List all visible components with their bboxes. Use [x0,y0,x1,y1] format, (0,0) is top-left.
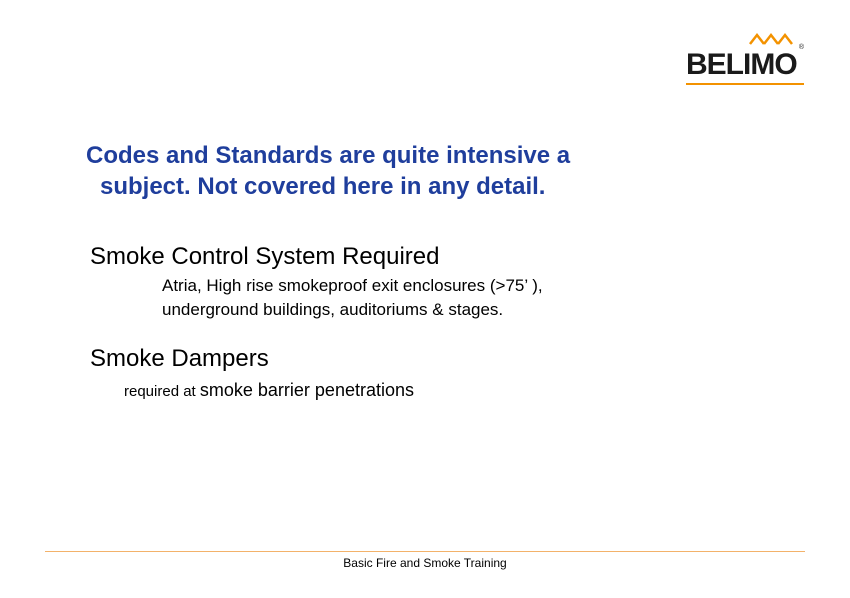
section-title-smoke-control: Smoke Control System Required [90,243,440,270]
footer-divider [45,551,805,552]
section-body-smoke-dampers [124,378,414,404]
body-small-text: required at [124,383,200,400]
logo-underline [686,83,804,85]
slide-headline [86,140,666,202]
body-line: underground buildings, auditoriums & stages. [162,300,504,319]
logo-chevron-icon [742,30,802,46]
footer-label: Basic Fire and Smoke Training [343,556,507,570]
logo-registered-mark: ® [798,44,804,51]
section-title-smoke-dampers: Smoke Dampers [90,345,269,372]
body-line: Atria, High rise smokeproof exit enclosures (>75’ ), [162,276,543,295]
body-large-text: smoke barrier penetrations [199,380,414,400]
section-body-smoke-control [162,274,543,322]
belimo-logo [686,30,806,86]
headline-line-2: subject. Not covered here in any detail. [100,173,546,200]
logo-wordmark: BELIMO [686,48,797,81]
headline-line-1: Codes and Standards are quite intensive a [86,142,571,169]
